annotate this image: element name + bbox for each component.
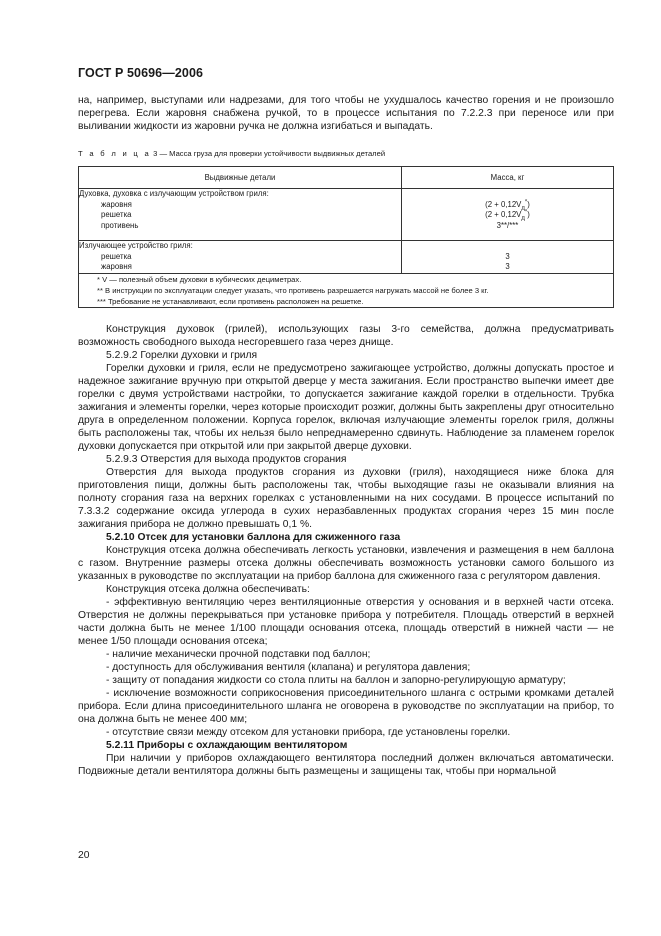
table-header-row bbox=[79, 167, 614, 189]
mass-value: 3**/*** bbox=[496, 220, 519, 230]
list-item: - исключение возможности соприкосновения присоединительного шланга с острыми кромками деталей прибора. Если длина присоединительного шланга не оговорена в руководстве по эксплуатации на прибор, то она должна быть не менее 400 мм; bbox=[78, 687, 614, 725]
table-cell-parts bbox=[79, 189, 402, 241]
table-cell-parts bbox=[79, 241, 402, 274]
table-note: *** Требование не устанавливают, если противень расположен на решетке. bbox=[97, 296, 364, 306]
list-item: жаровня bbox=[101, 262, 132, 272]
table-note: * V — полезный объем духовки в кубических дециметрах. bbox=[97, 274, 302, 284]
list-item: - отсутствие связи между отсеком для установки прибора, где установлены горелки. bbox=[106, 726, 511, 738]
section-heading: 5.2.9.3 Отверстия для выхода продуктов сгорания bbox=[106, 453, 347, 465]
table-note: ** В инструкции по эксплуатации следует указать, что противень разрешается нагружать массой не более 3 кг. bbox=[97, 285, 489, 295]
mass-value: $(2 + 0,12V_д^*)$ bbox=[485, 199, 530, 212]
table-notes bbox=[79, 273, 614, 307]
mass-value: $(2 + 0,12V_д^*)$ bbox=[485, 209, 530, 222]
table-caption bbox=[78, 147, 614, 160]
list-item: - наличие механически прочной подставки под баллон; bbox=[106, 648, 371, 660]
document-header: ГОСТ Р 50696—2006 bbox=[78, 66, 204, 80]
section-heading: 5.2.9.2 Горелки духовки и гриля bbox=[106, 349, 258, 361]
mass-table bbox=[78, 166, 614, 308]
mass-value: 3 bbox=[505, 262, 510, 272]
page-number: 20 bbox=[78, 850, 90, 861]
mass-value: 3 bbox=[505, 251, 510, 261]
table-cell-mass bbox=[402, 241, 614, 274]
table-notes-row bbox=[79, 273, 614, 307]
table-row bbox=[79, 189, 614, 241]
list-item: - эффективную вентиляцию через вентиляционные отверстия у основания и в верхней части отсека. Отверстия не должны перекрываться при установке прибора у потребителя. Площадь отверстий в верхней части должна быть не менее 1/100 площади основания отсека, площадь отверстий в нижней части — не менее 1/50 площади основания отсека; bbox=[78, 596, 614, 647]
group-title: Излучающее устройство гриля: bbox=[79, 241, 193, 250]
paragraph: Отверстия для выхода продуктов сгорания из духовки (гриля), находящиеся ниже блока для приготовления пищи, должны быть расположены так, чтобы выходящие газы не оказывали влияния на полноту сгорания газа на верхних горелках с установленными на них сосудами. В процессе испытаний по 7.3.3.2 содержание оксида углерода в сухих неразбавленных продуктах сгорания через 15 мин после зажигания прибора не должно превышать 0,1 %. bbox=[78, 466, 614, 530]
col-header-mass: Масса, кг bbox=[402, 167, 614, 189]
paragraph: Горелки духовки и гриля, если не предусмотрено зажигающее устройство, должны допускать простое и надежное зажигание вручную при открытой дверце у места зажигания. Если пространство выпечки имеет две горелки с двумя устройствами настройки, то допускается зажигание каждой горелки в отдельности. Трубка зажигания и элементы горелки, через которые происходит розжиг, должны быть закреплены друг относительно друга в определенном положении. Корпуса горелок, включая излучающие элементы горелок гриля, должны быть расположены так, чтобы их нельзя было непреднамеренно сдвинуть. Наблюдение за пламенем горелок духовки допускается при открытой или при закрытой дверце духовки. bbox=[78, 362, 614, 452]
list-item: решетка bbox=[101, 210, 132, 220]
col-header-parts: Выдвижные детали bbox=[79, 167, 402, 189]
paragraph: Конструкция отсека должна обеспечивать: bbox=[106, 583, 310, 595]
intro-paragraph: на, например, выступами или надрезами, для того чтобы не ухудшалось качество горения и не произошло перегрева. Если жаровня снабжена ручкой, то в процессе испытания по 7.2.2.3 при переносе или при выливании жидкости из жаровни ручка не должна изгибаться и выпадать. bbox=[78, 95, 614, 132]
section-heading: 5.2.10 Отсек для установки баллона для сжиженного газа bbox=[106, 531, 401, 543]
list-item: противень bbox=[101, 220, 139, 230]
table-caption-text: 3 — Масса груза для проверки устойчивости выдвижных деталей bbox=[151, 149, 386, 158]
document-body bbox=[78, 94, 614, 778]
list-item: - доступность для обслуживания вентиля (клапана) и регулятора давления; bbox=[106, 661, 471, 673]
main-text bbox=[78, 323, 614, 778]
paragraph: Конструкция отсека должна обеспечивать легкость установки, извлечения и размещения в нем баллона с газом. Внутренние размеры отсека должны обеспечивать возможность установки самого большого из указанных в руководстве по эксплуатации на прибор баллона для сжиженного газа с регулятором давления. bbox=[78, 544, 614, 582]
list-item: жаровня bbox=[101, 199, 132, 209]
paragraph: Конструкция духовок (грилей), использующих газы 3-го семейства, должна предусматривать возможность свободного выхода несгоревшего газа через днище. bbox=[78, 323, 614, 348]
table-caption-prefix: Т а б л и ц а bbox=[78, 149, 152, 158]
list-item: - защиту от попадания жидкости со стола плиты на баллон и запорно-регулирующую арматуру; bbox=[106, 674, 566, 686]
table-cell-mass bbox=[402, 189, 614, 241]
group-title: Духовка, духовка с излучающим устройством гриля: bbox=[79, 189, 269, 198]
table-row bbox=[79, 241, 614, 274]
list-item: решетка bbox=[101, 251, 132, 261]
paragraph: При наличии у приборов охлаждающего вентилятора последний должен включаться автоматически. Подвижные детали вентилятора должны быть размещены и защищены так, чтобы при нормальной bbox=[78, 752, 614, 777]
section-heading: 5.2.11 Приборы с охлаждающим вентилятором bbox=[106, 739, 348, 751]
